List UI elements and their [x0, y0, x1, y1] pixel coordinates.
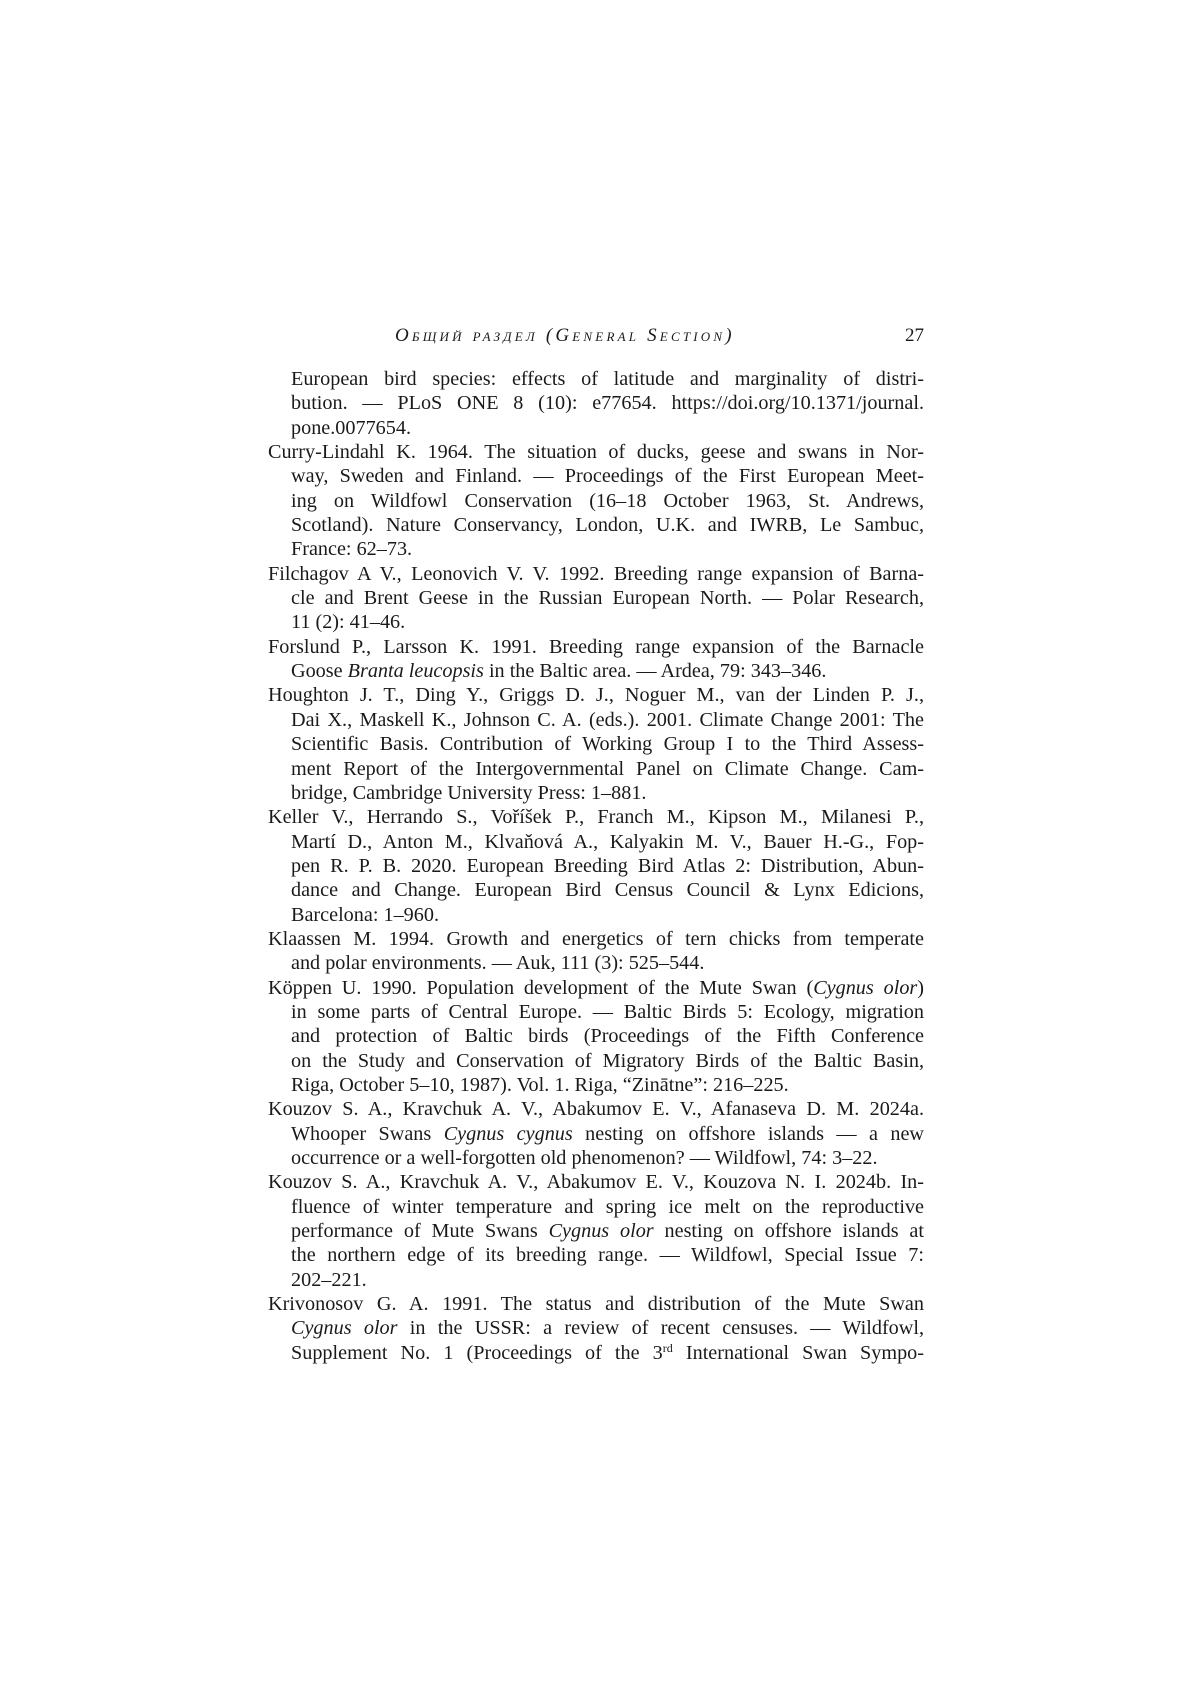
reference-entry — [268, 635, 924, 684]
species-name: Cygnus cygnus — [444, 1123, 573, 1145]
reference-text: Köppen U. 1990. Population development of the Mute Swan ( — [268, 977, 813, 999]
reference-text: Goose — [291, 660, 348, 682]
reference-text: Keller V., Herrando S., Voříšek P., Franch M., Kipson M., Milanesi P., — [268, 806, 924, 828]
reference-line — [291, 1316, 924, 1340]
reference-list — [268, 367, 924, 1365]
reference-line — [291, 1073, 924, 1097]
reference-text: bution. — PLoS ONE 8 (10): e77654. https://doi.org/10.1371/journal. — [291, 392, 924, 414]
reference-text: Whooper Swans — [291, 1123, 444, 1145]
superscript: rd — [663, 1341, 673, 1355]
reference-text: Scotland). Nature Conservancy, London, U.K. and IWRB, Le Sambuc, — [291, 514, 924, 536]
reference-entry — [268, 440, 924, 562]
reference-line — [268, 1097, 924, 1121]
reference-line — [291, 903, 924, 927]
reference-text: ing on Wildfowl Conservation (16–18 October 1963, St. Andrews, — [291, 490, 924, 512]
reference-text: Riga, October 5–10, 1987). Vol. 1. Riga, “Zinātne”: 216–225. — [291, 1074, 789, 1096]
reference-text: nesting on offshore islands at — [654, 1220, 924, 1242]
reference-line — [268, 562, 924, 586]
reference-text: cle and Brent Geese in the Russian European North. — Polar Research, — [291, 587, 924, 609]
reference-line — [268, 635, 924, 659]
reference-entry — [268, 562, 924, 635]
reference-text: Klaassen M. 1994. Growth and energetics of tern chicks from temperate — [268, 928, 924, 950]
reference-line — [268, 440, 924, 464]
reference-line — [291, 586, 924, 610]
reference-text: occurrence or a well-forgotten old phenomenon? — Wildfowl, 74: 3–22. — [291, 1147, 878, 1169]
reference-line — [291, 1024, 924, 1048]
reference-text: Forslund P., Larsson K. 1991. Breeding range expansion of the Barnacle — [268, 636, 924, 658]
reference-line — [291, 1341, 924, 1365]
reference-text: International Swan Sympo- — [673, 1342, 924, 1364]
reference-line — [268, 1170, 924, 1194]
reference-text: pone.0077654. — [291, 417, 411, 439]
reference-text: Barcelona: 1–960. — [291, 904, 439, 926]
section-title: Общий раздел (General Section) — [395, 323, 735, 349]
reference-text: ment Report of the Intergovernmental Panel on Climate Change. Cam- — [291, 758, 924, 780]
species-name: Cygnus olor — [291, 1317, 398, 1339]
reference-entry — [268, 927, 924, 976]
reference-line — [291, 732, 924, 756]
reference-line — [291, 1219, 924, 1243]
reference-line — [291, 1146, 924, 1170]
reference-line — [268, 805, 924, 829]
reference-line — [291, 537, 924, 561]
reference-text: pen R. P. B. 2020. European Breeding Bird Atlas 2: Distribution, Abun- — [291, 855, 924, 877]
reference-text: Martí D., Anton M., Klvaňová A., Kalyakin M. V., Bauer H.-G., Fop- — [291, 831, 924, 853]
reference-line — [291, 1049, 924, 1073]
reference-line — [291, 1000, 924, 1024]
reference-text: and protection of Baltic birds (Proceedings of the Fifth Conference — [291, 1025, 924, 1047]
reference-text: Kouzov S. A., Kravchuk A. V., Abakumov E. V., Afanaseva D. M. 2024a. — [268, 1098, 924, 1120]
reference-line — [291, 367, 924, 391]
reference-text: Scientific Basis. Contribution of Working Group I to the Third Assess- — [291, 733, 924, 755]
reference-text: way, Sweden and Finland. — Proceedings of the First European Meet- — [291, 465, 924, 487]
reference-line — [291, 610, 924, 634]
reference-line — [268, 683, 924, 707]
reference-line — [291, 830, 924, 854]
reference-text: the northern edge of its breeding range. — Wildfowl, Special Issue 7: — [291, 1244, 924, 1266]
reference-entry — [268, 805, 924, 927]
reference-entry — [268, 1097, 924, 1170]
reference-text: on the Study and Conservation of Migratory Birds of the Baltic Basin, — [291, 1050, 924, 1072]
reference-text: Krivonosov G. A. 1991. The status and distribution of the Mute Swan — [268, 1293, 924, 1315]
reference-text: dance and Change. European Bird Census Council & Lynx Edicions, — [291, 879, 924, 901]
reference-entry — [268, 367, 924, 440]
reference-line — [291, 781, 924, 805]
reference-text: performance of Mute Swans — [291, 1220, 549, 1242]
reference-text: fluence of winter temperature and spring ice melt on the reproductive — [291, 1196, 924, 1218]
reference-text: in the USSR: a review of recent censuses. — Wildfowl, — [398, 1317, 924, 1339]
reference-line — [291, 757, 924, 781]
page-number: 27 — [905, 323, 924, 349]
reference-text: Supplement No. 1 (Proceedings of the 3 — [291, 1342, 663, 1364]
reference-text: Houghton J. T., Ding Y., Griggs D. J., Noguer M., van der Linden P. J., — [268, 684, 924, 706]
reference-text: 11 (2): 41–46. — [291, 611, 405, 633]
reference-line — [291, 464, 924, 488]
reference-line — [268, 927, 924, 951]
species-name: Cygnus olor — [813, 977, 917, 999]
reference-line — [291, 659, 924, 683]
reference-text: Filchagov A V., Leonovich V. V. 1992. Breeding range expansion of Barna- — [268, 563, 924, 585]
reference-entry — [268, 1292, 924, 1365]
reference-text: Dai X., Maskell K., Johnson C. A. (eds.). 2001. Climate Change 2001: The — [291, 709, 924, 731]
reference-line — [268, 976, 924, 1000]
reference-text: nesting on offshore islands — a new — [573, 1123, 924, 1145]
reference-text: bridge, Cambridge University Press: 1–881. — [291, 782, 646, 804]
species-name: Cygnus olor — [549, 1220, 654, 1242]
reference-text: 202–221. — [291, 1269, 367, 1291]
reference-line — [291, 1268, 924, 1292]
reference-line — [291, 854, 924, 878]
reference-text: and polar environments. — Auk, 111 (3): 525–544. — [291, 952, 704, 974]
reference-line — [291, 416, 924, 440]
reference-entry — [268, 683, 924, 805]
reference-text: France: 62–73. — [291, 538, 412, 560]
reference-line — [291, 391, 924, 415]
reference-line — [291, 513, 924, 537]
reference-entry — [268, 976, 924, 1098]
reference-line — [291, 708, 924, 732]
reference-line — [291, 1195, 924, 1219]
reference-line — [268, 1292, 924, 1316]
reference-text: Curry-Lindahl K. 1964. The situation of ducks, geese and swans in Nor- — [268, 441, 924, 463]
reference-text: in some parts of Central Europe. — Baltic Birds 5: Ecology, migration — [291, 1001, 924, 1023]
reference-line — [291, 489, 924, 513]
reference-line — [291, 1243, 924, 1267]
running-head — [268, 323, 924, 349]
reference-line — [291, 878, 924, 902]
reference-entry — [268, 1170, 924, 1292]
reference-text: ) — [917, 977, 924, 999]
reference-line — [291, 951, 924, 975]
document-page — [0, 0, 1200, 1698]
reference-text: in the Baltic area. — Ardea, 79: 343–346. — [484, 660, 827, 682]
reference-text: European bird species: effects of latitude and marginality of distri- — [291, 368, 924, 390]
reference-line — [291, 1122, 924, 1146]
species-name: Branta leucopsis — [348, 660, 484, 682]
reference-text: Kouzov S. A., Kravchuk A. V., Abakumov E. V., Kouzova N. I. 2024b. In- — [268, 1171, 924, 1193]
